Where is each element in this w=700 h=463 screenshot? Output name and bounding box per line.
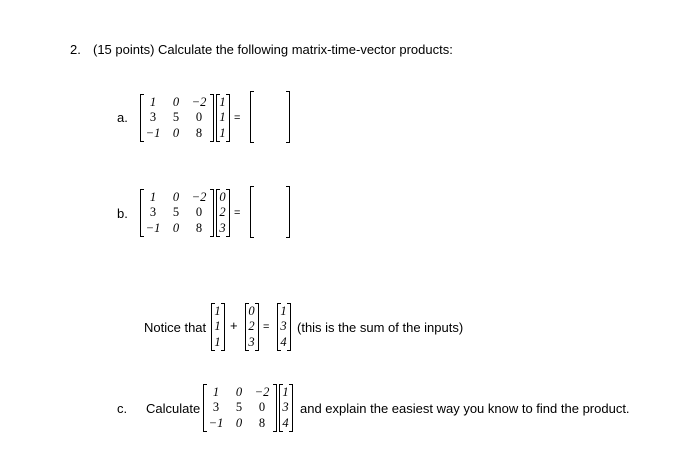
bracket-cap <box>273 431 277 432</box>
vector-cell: 1 <box>214 334 221 349</box>
bracket-cap <box>286 91 290 92</box>
matrix-cell: 0 <box>195 110 203 125</box>
part-b-matrix <box>140 190 214 236</box>
bracket-cap <box>250 186 254 187</box>
vector-cell: 4 <box>282 415 289 430</box>
problem-number: 2. <box>70 42 81 57</box>
part-c-suffix: and explain the easiest way you know to find the product. <box>300 401 630 416</box>
vector-cell: 3 <box>282 400 289 415</box>
bracket-cap <box>245 350 249 351</box>
part-a-matrix <box>140 95 214 141</box>
vector-cell: 3 <box>280 319 287 334</box>
bracket-cap <box>279 431 283 432</box>
bracket-cap <box>216 236 220 237</box>
matrix-cell: 0 <box>235 385 243 399</box>
matrix-cell: 3 <box>212 400 220 415</box>
notice-vector-1 <box>211 304 225 350</box>
vector-cell: 1 <box>214 304 221 318</box>
bracket-cap <box>273 384 277 385</box>
part-c-matrix <box>203 385 277 431</box>
bracket-cap <box>286 142 290 143</box>
bracket-cap <box>140 236 144 237</box>
bracket-cap <box>226 141 230 142</box>
vector-cell: 1 <box>214 319 221 334</box>
part-b-answer-box <box>250 187 290 237</box>
notice-suffix: (this is the sum of the inputs) <box>297 320 464 335</box>
vector-cell: 1 <box>219 95 226 109</box>
bracket-cap <box>287 303 291 304</box>
bracket-cap <box>221 303 225 304</box>
bracket-cap <box>250 237 254 238</box>
part-c-prefix: Calculate <box>146 401 201 416</box>
equals-sign: = <box>263 321 270 333</box>
bracket-cap <box>140 189 144 190</box>
matrix-cell: −2 <box>191 190 207 204</box>
matrix-cell: 5 <box>172 110 180 125</box>
vector-cell: 2 <box>219 205 226 220</box>
matrix-cell: −1 <box>145 220 161 235</box>
matrix-cell: −1 <box>145 125 161 140</box>
matrix-cell: 8 <box>195 220 203 235</box>
bracket-cap <box>277 303 281 304</box>
vector-cell: 1 <box>219 110 226 125</box>
bracket-cap <box>255 350 259 351</box>
plus-sign: + <box>230 318 238 333</box>
bracket-cap <box>216 189 220 190</box>
bracket-cap <box>210 236 214 237</box>
bracket-cap <box>255 303 259 304</box>
bracket-cap <box>226 189 230 190</box>
bracket-cap <box>211 350 215 351</box>
part-c-vector <box>279 385 293 431</box>
equals-sign: = <box>234 112 241 124</box>
part-c-label: c. <box>117 401 128 416</box>
equals-sign: = <box>234 207 241 219</box>
matrix-cell: 3 <box>149 205 157 220</box>
bracket-cap <box>203 431 207 432</box>
bracket-cap <box>216 94 220 95</box>
bracket-cap <box>250 91 254 92</box>
vector-cell: 4 <box>280 334 287 349</box>
bracket-cap <box>250 142 254 143</box>
bracket-cap <box>221 350 225 351</box>
bracket-cap <box>210 94 214 95</box>
bracket-cap <box>277 350 281 351</box>
matrix-cell: 3 <box>149 110 157 125</box>
bracket-cap <box>203 384 207 385</box>
bracket-cap <box>226 236 230 237</box>
vector-cell: 3 <box>248 334 255 349</box>
matrix-cell: 8 <box>258 415 266 430</box>
bracket-cap <box>287 350 291 351</box>
matrix-cell: 0 <box>172 190 180 204</box>
matrix-cell: 5 <box>235 400 243 415</box>
matrix-cell: 8 <box>195 125 203 140</box>
matrix-cell: −2 <box>191 95 207 109</box>
bracket-cap <box>286 237 290 238</box>
matrix-cell: 0 <box>258 400 266 415</box>
matrix-cell: 0 <box>172 125 180 140</box>
part-a-label: a. <box>117 110 128 125</box>
problem-title: (15 points) Calculate the following matrix-time-vector products: <box>93 42 453 57</box>
part-b-label: b. <box>117 206 128 221</box>
matrix-cell: −1 <box>208 415 224 430</box>
vector-cell: 1 <box>219 125 226 140</box>
matrix-cell: −2 <box>254 385 270 399</box>
matrix-cell: 0 <box>172 220 180 235</box>
matrix-cell: 1 <box>149 95 157 109</box>
matrix-cell: 5 <box>172 205 180 220</box>
bracket-cap <box>210 141 214 142</box>
notice-vector-2 <box>245 304 259 350</box>
bracket-cap <box>289 384 293 385</box>
matrix-cell: 1 <box>212 385 220 399</box>
matrix-cell: 0 <box>195 205 203 220</box>
bracket-cap <box>286 186 290 187</box>
bracket-cap <box>211 303 215 304</box>
matrix-cell: 1 <box>149 190 157 204</box>
vector-cell: 1 <box>280 304 287 318</box>
bracket-cap <box>289 431 293 432</box>
matrix-cell: 0 <box>235 415 243 430</box>
matrix-cell: 0 <box>172 95 180 109</box>
vector-cell: 0 <box>248 304 255 318</box>
vector-cell: 1 <box>282 385 289 399</box>
vector-cell: 3 <box>219 220 226 235</box>
vector-cell: 0 <box>219 190 226 204</box>
bracket-cap <box>140 94 144 95</box>
vector-cell: 2 <box>248 319 255 334</box>
bracket-cap <box>245 303 249 304</box>
notice-prefix: Notice that <box>144 320 207 335</box>
part-b-vector <box>216 190 230 236</box>
bracket-cap <box>140 141 144 142</box>
part-a-vector <box>216 95 230 141</box>
bracket-cap <box>279 384 283 385</box>
bracket-cap <box>226 94 230 95</box>
part-a-answer-box <box>250 92 290 142</box>
notice-vector-sum <box>277 304 291 350</box>
bracket-cap <box>216 141 220 142</box>
bracket-cap <box>210 189 214 190</box>
